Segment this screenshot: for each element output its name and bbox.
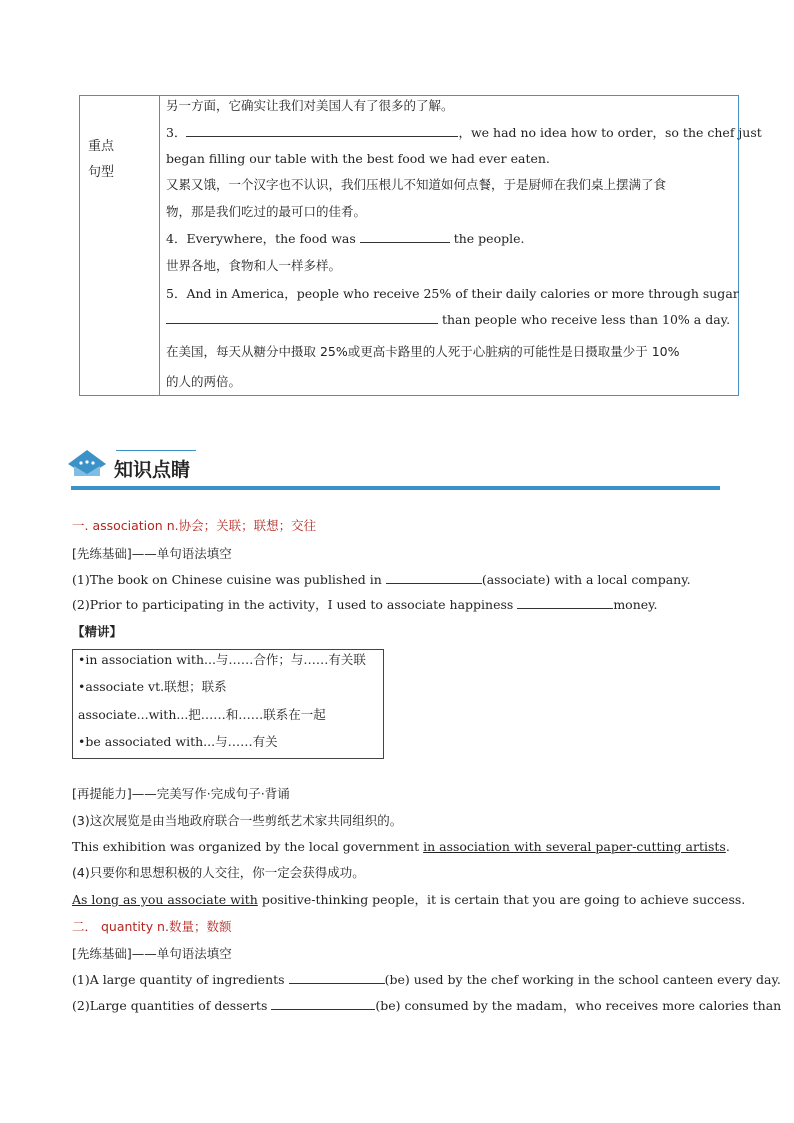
item1-question-1: (1)The book on Chinese cuisine was published in (associate) with a local company. <box>72 572 691 587</box>
table-row-11: 的人的两倍。 <box>166 374 242 389</box>
item1-sentence-3-en: This exhibition was organized by the local government in association with several paper-cutting artists. <box>72 839 730 854</box>
table-label-line2: 句型 <box>88 165 115 180</box>
table-row-7: 世界各地，食物和人一样多样。 <box>166 258 342 273</box>
fill-blank[interactable] <box>517 596 613 609</box>
fill-blank[interactable] <box>289 971 385 984</box>
table-row-8: 5．And in America，people who receive 25% of their daily calories or more through sugar <box>166 286 739 301</box>
table-label-line1: 重点 <box>88 139 115 154</box>
item1-ability-label: [再提能力]——完美写作·完成句子·背诵 <box>72 786 290 801</box>
table-label <box>80 96 160 395</box>
explain-line-2: •associate vt.联想；联系 <box>78 679 227 694</box>
table-row-9: than people who receive less than 10% a day. <box>166 311 730 329</box>
fill-blank[interactable] <box>360 230 450 243</box>
fill-blank[interactable] <box>271 997 375 1010</box>
item1-jiangjie-label: 【精讲】 <box>72 624 123 639</box>
fill-blank[interactable] <box>166 311 438 324</box>
table-row-5: 物，那是我们吃过的最可口的佳肴。 <box>166 204 367 219</box>
section-divider <box>71 486 720 490</box>
fill-blank[interactable] <box>186 124 458 137</box>
item1-sentence-3-zh: (3)这次展览是由当地政府联合一些剪纸艺术家共同组织的。 <box>72 813 403 828</box>
item1-sentence-4-en: As long as you associate with positive-thinking people，it is certain that you are going to achieve success. <box>72 892 746 907</box>
section-icon <box>66 446 108 482</box>
item2-question-2: (2)Large quantities of desserts (be) consumed by the madam，who receives more calories than <box>72 998 782 1013</box>
section-title: 知识点睛 <box>114 459 191 481</box>
table-row-2: 3． ，we had no idea how to order，so the chef just <box>166 125 762 140</box>
explain-line-1: •in association with...与……合作；与……有关联 <box>78 652 366 667</box>
table-row-6: 4．Everywhere，the food was the people. <box>166 231 525 246</box>
item2-question-1: (1)A large quantity of ingredients (be) used by the chef working in the school canteen every day. <box>72 972 781 987</box>
item1-heading: 一. association n.协会；关联；联想；交往 <box>72 518 317 533</box>
section-overline <box>116 450 196 451</box>
item2-practice-label: [先练基础]——单句语法填空 <box>72 946 232 961</box>
item1-practice-label: [先练基础]——单句语法填空 <box>72 546 232 561</box>
explain-line-4: •be associated with...与……有关 <box>78 734 278 749</box>
explain-line-3: associate...with...把……和……联系在一起 <box>78 707 326 722</box>
table-row-1: 另一方面，它确实让我们对美国人有了很多的了解。 <box>166 98 454 113</box>
item1-sentence-4-zh: (4)只要你和思想积极的人交往，你一定会获得成功。 <box>72 865 365 880</box>
fill-blank[interactable] <box>386 571 482 584</box>
table-row-3: began filling our table with the best food we had ever eaten. <box>166 151 550 166</box>
table-row-10: 在美国，每天从糖分中摄取 25%或更高卡路里的人死于心脏病的可能性是日摄取量少于 10% <box>166 344 680 359</box>
table-row-4: 又累又饿，一个汉字也不认识，我们压根儿不知道如何点餐，于是厨师在我们桌上摆满了食 <box>166 177 667 192</box>
item2-heading: 二． quantity n.数量；数额 <box>72 919 232 934</box>
item1-question-2: (2)Prior to participating in the activity，I used to associate happiness money. <box>72 597 658 612</box>
